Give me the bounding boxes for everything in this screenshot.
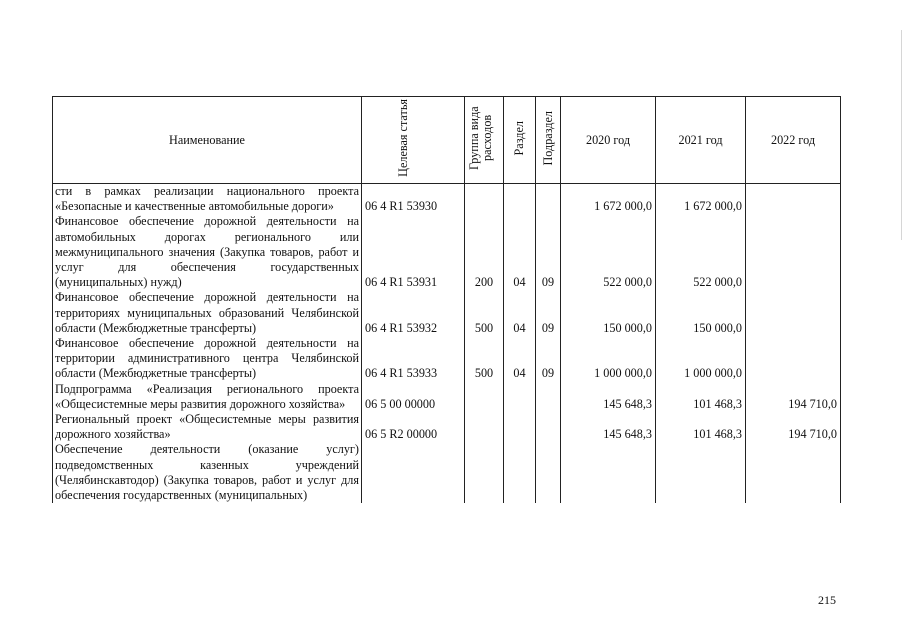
cell-subsection	[536, 184, 561, 215]
header-subsection-label: Подраздел	[540, 110, 555, 166]
cell-y2020: 150 000,0	[561, 290, 656, 336]
table-row	[53, 214, 841, 290]
cell-y2021	[656, 442, 746, 503]
header-target-label: Целевая статья	[396, 99, 410, 177]
cell-y2021: 101 468,3	[656, 412, 746, 442]
cell-name: Региональный проект «Общесистемные меры развития дорожного хозяйства»	[53, 412, 362, 442]
cell-y2022: 194 710,0	[746, 382, 841, 412]
cell-subsection	[536, 412, 561, 442]
cell-subsection: 09	[536, 290, 561, 336]
cell-y2020: 1 000 000,0	[561, 336, 656, 382]
cell-section	[504, 184, 536, 215]
table-row	[53, 290, 841, 336]
header-row	[53, 97, 841, 184]
header-2020: 2020 год	[561, 97, 656, 184]
cell-subsection	[536, 382, 561, 412]
cell-group: 500	[465, 336, 504, 382]
cell-group	[465, 412, 504, 442]
cell-group	[465, 184, 504, 215]
cell-code: 06 4 R1 53933	[362, 336, 465, 382]
cell-y2021: 1 000 000,0	[656, 336, 746, 382]
cell-code: 06 4 R1 53931	[362, 214, 465, 290]
cell-group: 200	[465, 214, 504, 290]
cell-name: Финансовое обеспечение дорожной деятельности на территориях муниципальных образований Челябинской области (Межбюджетные трансферты)	[53, 290, 362, 336]
header-group	[465, 97, 504, 184]
header-section-label: Раздел	[512, 120, 527, 156]
table-row	[53, 184, 841, 215]
cell-section	[504, 382, 536, 412]
cell-y2022	[746, 336, 841, 382]
table-row	[53, 412, 841, 442]
cell-group	[465, 442, 504, 503]
scan-edge-line	[901, 30, 902, 240]
cell-y2020: 1 672 000,0	[561, 184, 656, 215]
cell-y2020: 145 648,3	[561, 412, 656, 442]
header-group-label: Группа вида расходов	[467, 106, 494, 170]
budget-table	[52, 96, 841, 503]
cell-name: Финансовое обеспечение дорожной деятельности на территории административного центра Челябинской области (Межбюджетные трансферты)	[53, 336, 362, 382]
cell-code: 06 4 R1 53930	[362, 184, 465, 215]
cell-group: 500	[465, 290, 504, 336]
cell-code	[362, 442, 465, 503]
cell-group	[465, 382, 504, 412]
cell-name: Подпрограмма «Реализация регионального проекта «Общесистемные меры развития дорожного хозяйства»	[53, 382, 362, 412]
cell-y2020: 522 000,0	[561, 214, 656, 290]
header-2021: 2021 год	[656, 97, 746, 184]
cell-section	[504, 412, 536, 442]
cell-name: сти в рамках реализации национального проекта «Безопасные и качественные автомобильные дороги»	[53, 184, 362, 215]
cell-y2022: 194 710,0	[746, 412, 841, 442]
cell-section	[504, 442, 536, 503]
cell-y2022	[746, 442, 841, 503]
cell-y2021: 1 672 000,0	[656, 184, 746, 215]
cell-code: 06 5 00 00000	[362, 382, 465, 412]
cell-y2020	[561, 442, 656, 503]
cell-subsection: 09	[536, 336, 561, 382]
table-row	[53, 442, 841, 503]
table-row	[53, 382, 841, 412]
cell-y2021: 101 468,3	[656, 382, 746, 412]
cell-code: 06 4 R1 53932	[362, 290, 465, 336]
cell-y2021: 150 000,0	[656, 290, 746, 336]
table-row	[53, 336, 841, 382]
header-target	[362, 97, 465, 184]
cell-y2022	[746, 290, 841, 336]
header-2022: 2022 год	[746, 97, 841, 184]
cell-section: 04	[504, 290, 536, 336]
cell-section: 04	[504, 214, 536, 290]
cell-code: 06 5 R2 00000	[362, 412, 465, 442]
cell-subsection: 09	[536, 214, 561, 290]
cell-name: Финансовое обеспечение дорожной деятельности на автомобильных дорогах регионального или межмуниципального значения (Закупка товаров, работ и услуг для обеспечения государственных (муниципальных) нужд)	[53, 214, 362, 290]
header-name: Наименование	[53, 97, 362, 184]
cell-subsection	[536, 442, 561, 503]
header-section	[504, 97, 536, 184]
cell-y2022	[746, 184, 841, 215]
cell-y2020: 145 648,3	[561, 382, 656, 412]
cell-y2021: 522 000,0	[656, 214, 746, 290]
cell-y2022	[746, 214, 841, 290]
cell-name: Обеспечение деятельности (оказание услуг) подведомственных казенных учреждений (Челябинскавтодор) (Закупка товаров, работ и услуг для обеспечения государственных (муниципальных)	[53, 442, 362, 503]
header-subsection	[536, 97, 561, 184]
cell-section: 04	[504, 336, 536, 382]
page-number: 215	[818, 593, 836, 607]
